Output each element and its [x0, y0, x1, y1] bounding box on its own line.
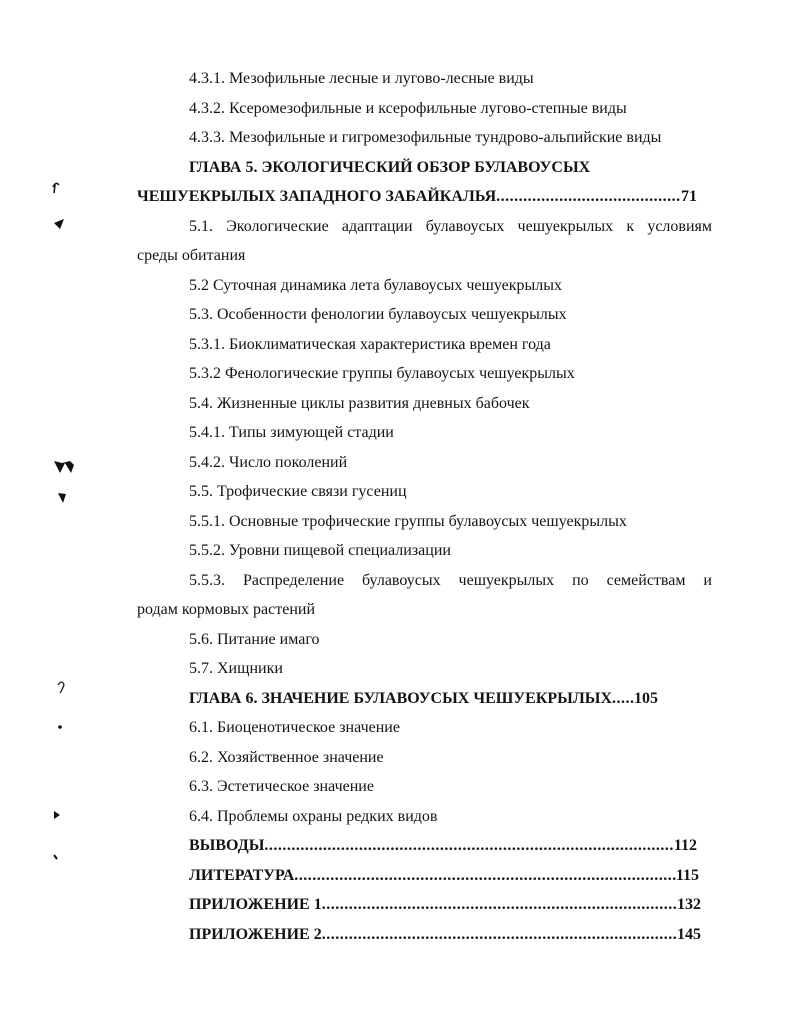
toc-entry-5-4-1: 5.4.1. Типы зимующей стадии	[189, 424, 394, 441]
toc-entry-4-3-2: 4.3.2. Ксеромезофильные и ксерофильные лугово-степные виды	[189, 100, 627, 117]
chapter-5-page-number: 71	[681, 188, 697, 205]
literature-page-number: 115	[675, 867, 699, 884]
dot-leader	[496, 187, 681, 207]
toc-entry-5-5-3-line1: 5.5.3. Распределение булавоусых чешуекрылых по семействам и	[189, 572, 712, 589]
scan-artifacts	[48, 175, 88, 955]
toc-appendix-1	[189, 895, 701, 915]
toc-entry-5-3-1: 5.3.1. Биоклиматическая характеристика времен года	[189, 336, 551, 353]
toc-entry-6-1: 6.1. Биоценотическое значение	[189, 719, 400, 736]
toc-entry-6-4: 6.4. Проблемы охраны редких видов	[189, 808, 438, 825]
conclusions-page-number: 112	[673, 837, 697, 854]
appendix-1-title: ПРИЛОЖЕНИЕ 1	[189, 896, 322, 913]
toc-appendix-2	[189, 925, 701, 945]
toc-entry-5-6: 5.6. Питание имаго	[189, 631, 320, 648]
chapter-6-page-number: 105	[634, 690, 659, 707]
toc-entry-4-3-3: 4.3.3. Мезофильные и гигромезофильные тундрово-альпийские виды	[189, 129, 662, 146]
toc-entry-5-4-2: 5.4.2. Число поколений	[189, 454, 348, 471]
toc-entry-5-4: 5.4. Жизненные циклы развития дневных бабочек	[189, 395, 530, 412]
toc-entry-5-2: 5.2 Суточная динамика лета булавоусых чешуекрылых	[189, 277, 562, 294]
toc-entry-5-5-3-line2: родам кормовых растений	[137, 601, 316, 618]
toc-entry-5-5: 5.5. Трофические связи гусениц	[189, 483, 407, 500]
toc-literature	[189, 866, 699, 886]
literature-title: ЛИТЕРАТУРА	[189, 867, 295, 884]
toc-entry-4-3-1: 4.3.1. Мезофильные лесные и лугово-лесные виды	[189, 70, 534, 87]
appendix-2-title: ПРИЛОЖЕНИЕ 2	[189, 926, 322, 943]
appendix-1-page-number: 132	[677, 896, 701, 913]
toc-entry-5-3-2: 5.3.2 Фенологические группы булавоусых чешуекрылых	[189, 365, 575, 382]
toc-entry-6-2: 6.2. Хозяйственное значение	[189, 749, 384, 766]
chapter-5-title-line1: ГЛАВА 5. ЭКОЛОГИЧЕСКИЙ ОБЗОР БУЛАВОУСЫХ	[189, 159, 591, 176]
dot-leader	[612, 689, 634, 709]
chapter-6-title	[189, 689, 697, 709]
toc-entry-5-1-line2: среды обитания	[137, 247, 246, 264]
dot-leader	[264, 836, 673, 856]
dot-leader	[322, 925, 677, 945]
toc-entry-5-7: 5.7. Хищники	[189, 660, 283, 677]
dot-leader	[294, 866, 676, 886]
toc-entry-5-1-line1: 5.1. Экологические адаптации булавоусых чешуекрылых к условиям	[189, 218, 712, 235]
conclusions-title: ВЫВОДЫ	[189, 837, 265, 854]
toc-entry-6-3: 6.3. Эстетическое значение	[189, 778, 374, 795]
toc-entry-5-5-2: 5.5.2. Уровни пищевой специализации	[189, 542, 451, 559]
dot-leader	[322, 895, 677, 915]
toc-conclusions	[189, 836, 697, 856]
toc-entry-5-5-1: 5.5.1. Основные трофические группы булавоусых чешуекрылых	[189, 513, 627, 530]
chapter-5-title-text: ЧЕШУЕКРЫЛЫХ ЗАПАДНОГО ЗАБАЙКАЛЬЯ	[137, 188, 497, 205]
toc-entry-5-3: 5.3. Особенности фенологии булавоусых чешуекрылых	[189, 306, 567, 323]
chapter-5-title-line2	[137, 187, 697, 207]
chapter-6-title-text: ГЛАВА 6. ЗНАЧЕНИЕ БУЛАВОУСЫХ ЧЕШУЕКРЫЛЫХ	[189, 690, 613, 707]
appendix-2-page-number: 145	[677, 926, 701, 943]
